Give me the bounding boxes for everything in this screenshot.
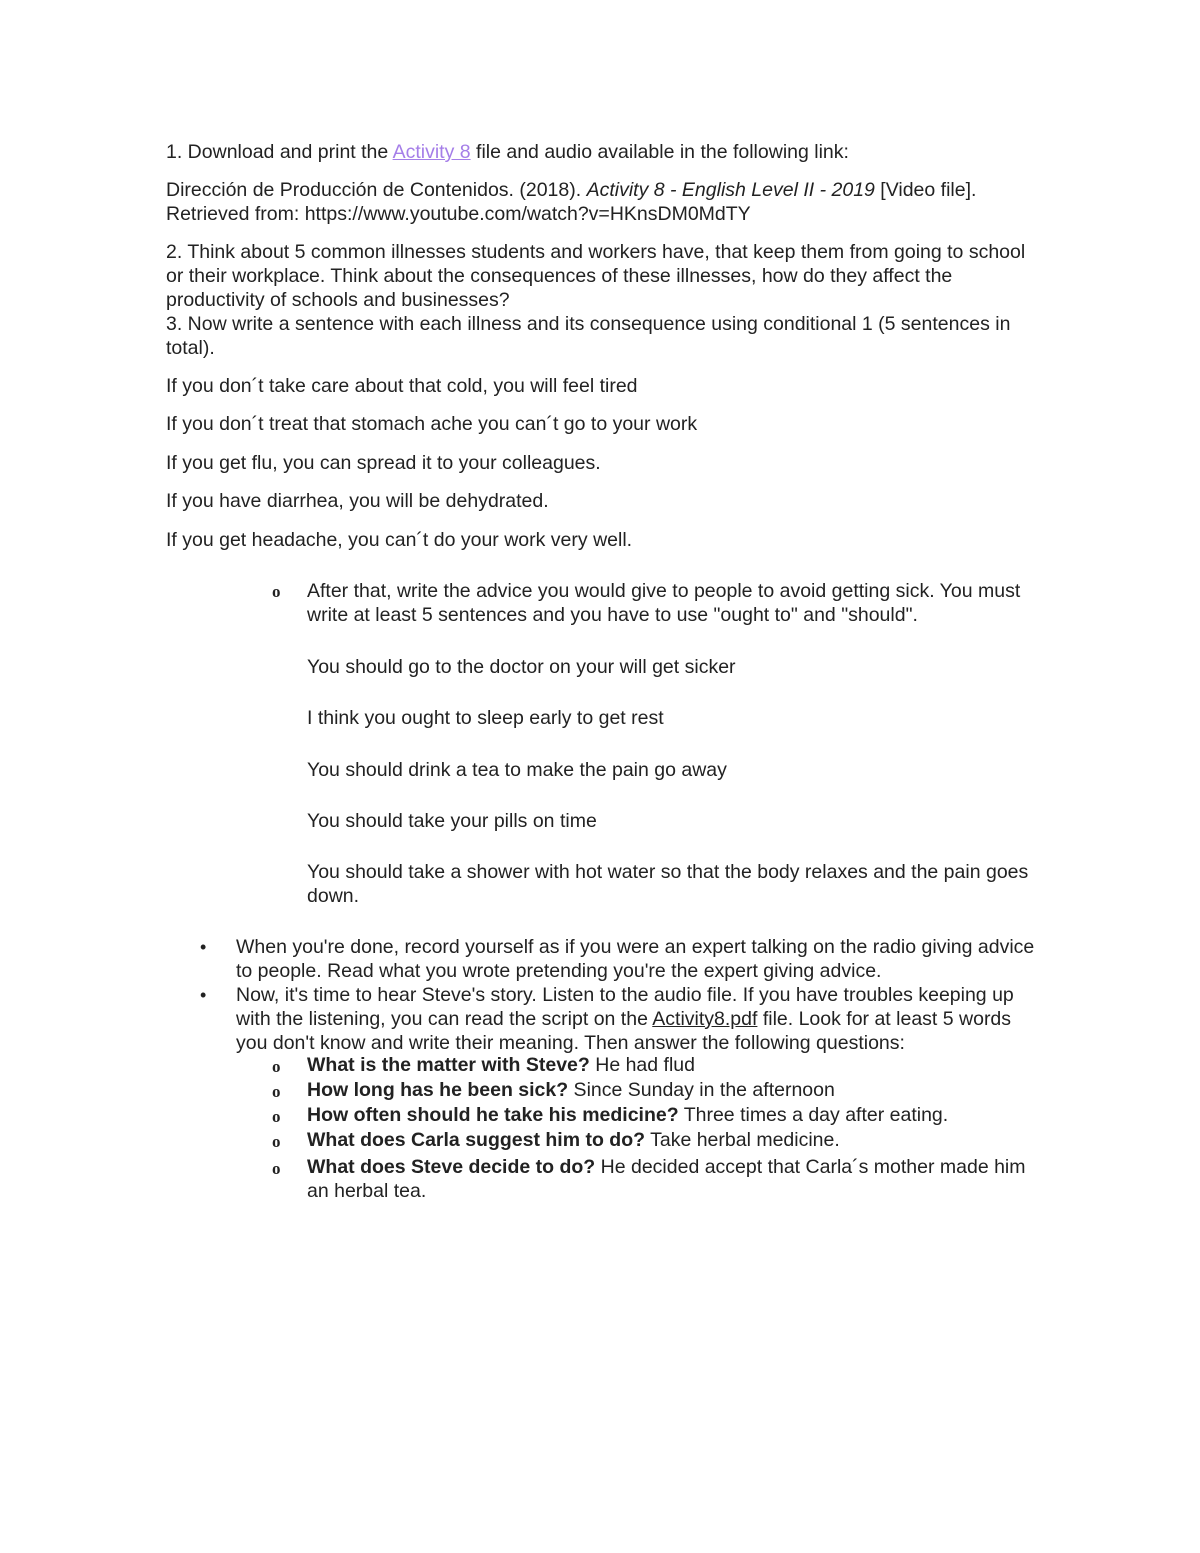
- answer-text: Take herbal medicine.: [645, 1129, 840, 1151]
- step-1-suffix: file and audio available in the following link:: [470, 141, 849, 163]
- step-1-prefix: 1. Download and print the: [166, 141, 393, 163]
- step-1-instruction: [166, 140, 1046, 164]
- answer-text: Since Sunday in the afternoon: [568, 1079, 835, 1101]
- question-text: How often should he take his medicine?: [307, 1104, 679, 1126]
- list-marker-o: o: [272, 1159, 281, 1178]
- question-text: What does Steve decide to do?: [307, 1156, 596, 1178]
- answer-text: He had flud: [589, 1054, 695, 1076]
- list-marker-o: o: [272, 1132, 281, 1151]
- story-suffix: file. Look for at least 5 words you don't know and write their meaning. Then answer the following questions:: [236, 1008, 1012, 1054]
- conditional-sentence: If you don´t take care about that cold, you will feel tired: [166, 375, 638, 397]
- conditional-sentence: If you get flu, you can spread it to your colleagues.: [166, 452, 601, 474]
- advice-sentence: I think you ought to sleep early to get rest: [307, 707, 664, 729]
- question-item: [307, 1155, 1047, 1203]
- question-item: [307, 1053, 1047, 1077]
- step-3-instruction: 3. Now write a sentence with each illness and its consequence using conditional 1 (5 sentences in total).: [166, 313, 1011, 359]
- question-text: How long has he been sick?: [307, 1079, 569, 1101]
- record-instruction: When you're done, record yourself as if you were an expert talking on the radio giving advice to people. Read what you wrote pretending you're the expert giving advice.: [236, 936, 1035, 982]
- list-marker-o: o: [272, 582, 281, 601]
- question-item: [307, 1103, 1047, 1127]
- answer-text: Three times a day after eating.: [678, 1104, 949, 1126]
- bullet-marker: •: [200, 937, 207, 957]
- advice-sentence: You should take a shower with hot water so that the body relaxes and the pain goes down.: [307, 861, 1029, 907]
- advice-sentence: You should take your pills on time: [307, 810, 597, 832]
- list-marker-o: o: [272, 1107, 281, 1126]
- conditional-sentence: If you don´t treat that stomach ache you can´t go to your work: [166, 413, 698, 435]
- advice-instruction: After that, write the advice you would give to people to avoid getting sick. You must write at least 5 sentences and you have to use "ought to" and "should".: [307, 580, 1021, 626]
- story-instruction: [236, 983, 1046, 1055]
- conditional-sentence: If you get headache, you can´t do your work very well.: [166, 529, 633, 551]
- list-marker-o: o: [272, 1082, 281, 1101]
- question-item: [307, 1128, 1047, 1152]
- step-2-instruction: 2. Think about 5 common illnesses students and workers have, that keep them from going to school or their workplace. Think about the consequences of these illnesses, how do they affect the productivity of schools and businesses?: [166, 241, 1026, 311]
- citation-title: Activity 8 - English Level II - 2019: [586, 179, 875, 201]
- question-text: What is the matter with Steve?: [307, 1054, 590, 1076]
- question-text: What does Carla suggest him to do?: [307, 1129, 646, 1151]
- activity8-pdf-link[interactable]: Activity8.pdf: [652, 1008, 758, 1030]
- bullet-marker: •: [200, 985, 207, 1005]
- answer-text: He decided accept that Carla´s mother made him an herbal tea.: [307, 1156, 1026, 1202]
- list-marker-o: o: [272, 1057, 281, 1076]
- citation-author: Dirección de Producción de Contenidos. (2018).: [166, 179, 587, 201]
- citation: [166, 178, 1046, 226]
- story-prefix: Now, it's time to hear Steve's story. Listen to the audio file. If you have troubles keeping up with the listening, you can read the script on the: [236, 984, 1014, 1030]
- advice-sentence: You should drink a tea to make the pain go away: [307, 759, 727, 781]
- citation-source: [Video file]. Retrieved from: https://www.youtube.com/watch?v=HKnsDM0MdTY: [166, 179, 977, 225]
- activity-8-link[interactable]: Activity 8: [392, 141, 471, 163]
- advice-sentence: You should go to the doctor on your will get sicker: [307, 656, 736, 678]
- conditional-sentence: If you have diarrhea, you will be dehydrated.: [166, 490, 549, 512]
- question-item: [307, 1078, 1047, 1102]
